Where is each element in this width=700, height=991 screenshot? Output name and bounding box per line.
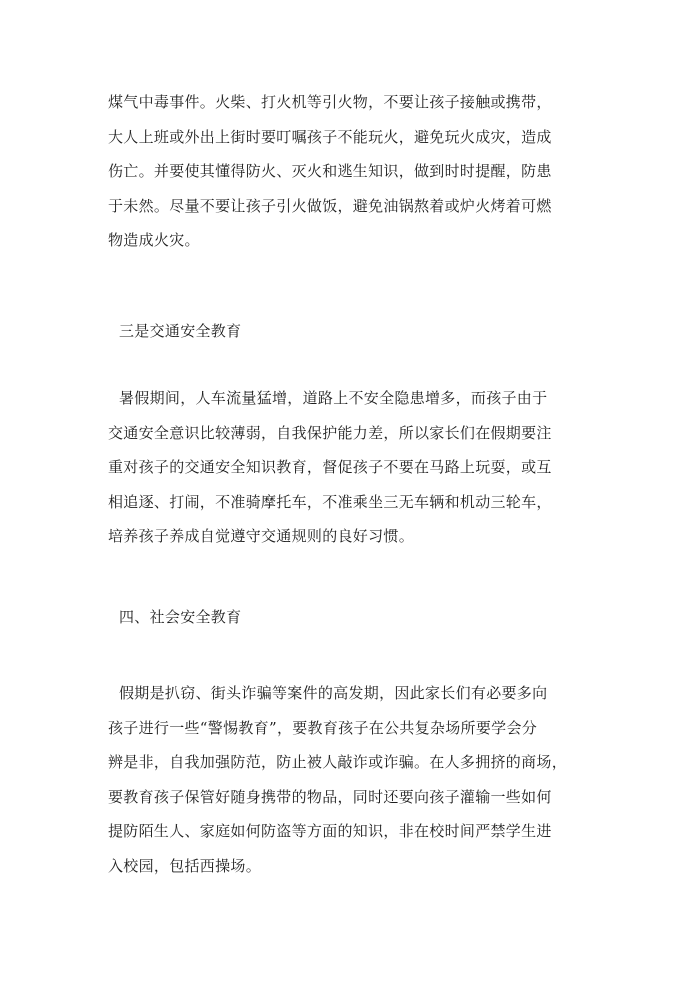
text-line: 于未然。尽量不要让孩子引火做饭，避免油锅熬着或炉火烤着可燃 bbox=[108, 196, 552, 215]
text-line: 伤亡。并要使其懂得防火、灭火和逃生知识，做到时时提醒，防患 bbox=[108, 162, 552, 180]
text-line: 要教育孩子保管好随身携带的物品，同时还要向孩子灌输一些如何 bbox=[108, 787, 552, 806]
text-line: 大人上班或外出上街时要叮嘱孩子不能玩火，避免玩火成灾，造成 bbox=[108, 127, 552, 146]
paragraph-social-safety bbox=[108, 676, 588, 883]
text-line: 物造成火灾。 bbox=[108, 231, 200, 249]
text-line: 相追逐、打闹，不准骑摩托车，不准乘坐三无车辆和机动三轮车， bbox=[108, 492, 552, 511]
section-heading-traffic-safety: 三是交通安全教育 bbox=[119, 322, 242, 340]
text-line: 假期是扒窃、街头诈骗等案件的高发期，因此家长们有必要多向 bbox=[119, 684, 548, 702]
text-line: 辨是非，自我加强防范，防止被人敲诈或诈骗。在人多拥挤的商场， bbox=[108, 753, 568, 771]
text-line: 重对孩子的交通安全知识教育，督促孩子不要在马路上玩耍，或互 bbox=[108, 458, 552, 476]
text-line: 提防陌生人、家庭如何防盗等方面的知识，非在校时间严禁学生进 bbox=[108, 822, 552, 840]
text-line: 培养孩子养成自觉遵守交通规则的良好习惯。 bbox=[108, 527, 415, 545]
text-line: 暑假期间，人车流量猛增，道路上不安全隐患增多，而孩子由于 bbox=[119, 389, 548, 407]
paragraph-traffic-safety bbox=[108, 381, 588, 554]
paragraph-fire-safety bbox=[108, 85, 588, 258]
text-line: 入校园，包括西操场。 bbox=[108, 856, 262, 875]
text-line: 煤气中毒事件。火柴、打火机等引火物，不要让孩子接触或携带， bbox=[108, 93, 552, 111]
section-heading-social-safety: 四、社会安全教育 bbox=[119, 608, 242, 626]
text-line: 孩子进行一些“警惕教育”，要教育孩子在公共复杂场所要学会分 bbox=[108, 718, 538, 737]
text-line: 交通安全意识比较薄弱，自我保护能力差，所以家长们在假期要注 bbox=[108, 423, 552, 442]
